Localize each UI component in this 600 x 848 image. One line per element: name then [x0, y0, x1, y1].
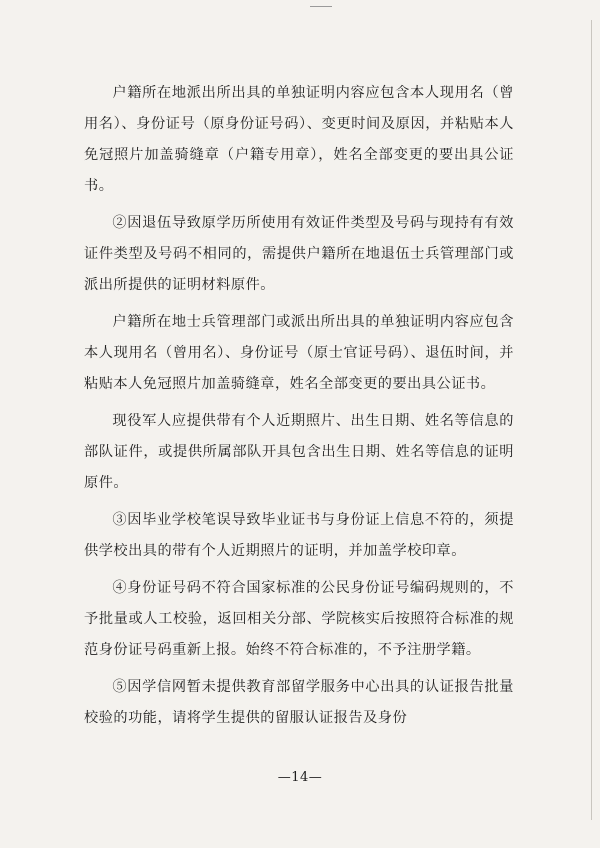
paragraph-invalid-id-number: ④身份证号码不符合国家标准的公民身份证号编码规则的，不予批量或人工校验，返回相关分部、学院核实后按照符合标准的规范身份证号码重新上报。始终不符合标准的，不予注册学籍。 [84, 580, 514, 658]
scan-edge-line [591, 20, 592, 820]
scan-edge-mark [310, 6, 332, 7]
paragraph-household-registration-proof: 户籍所在地派出所出具的单独证明内容应包含本人现用名（曾用名）、身份证号（原身份证号码）、变更时间及原因，并粘贴本人免冠照片加盖骑缝章（户籍专用章），姓名全部变更的要出具公证书。 [84, 85, 514, 194]
paragraph-veteran-id-mismatch: ②因退伍导致原学历所使用有效证件类型及号码与现持有有效证件类型及号码不相同的，需提供户籍所在地退伍士兵管理部门或派出所提供的证明材料原件。 [84, 215, 514, 293]
paragraph-active-military: 现役军人应提供带有个人近期照片、出生日期、姓名等信息的部队证件，或提供所属部队开具包含出生日期、姓名等信息的证明原件。 [84, 413, 514, 491]
paragraph-school-clerical-error: ③因毕业学校笔误导致毕业证书与身份证上信息不符的，须提供学校出具的带有个人近期照片的证明，并加盖学校印章。 [84, 512, 514, 559]
document-body [84, 78, 514, 740]
paragraph-veteran-proof-content: 户籍所在地士兵管理部门或派出所出具的单独证明内容应包含本人现用名（曾用名）、身份证号（原士官证号码）、退伍时间，并粘贴本人免冠照片加盖骑缝章，姓名全部变更的要出具公证书。 [84, 314, 514, 392]
paragraph-overseas-certification: ⑤因学信网暂未提供教育部留学服务中心出具的认证报告批量校验的功能，请将学生提供的留服认证报告及身份 [84, 679, 514, 726]
page-number: —14— [277, 770, 323, 785]
